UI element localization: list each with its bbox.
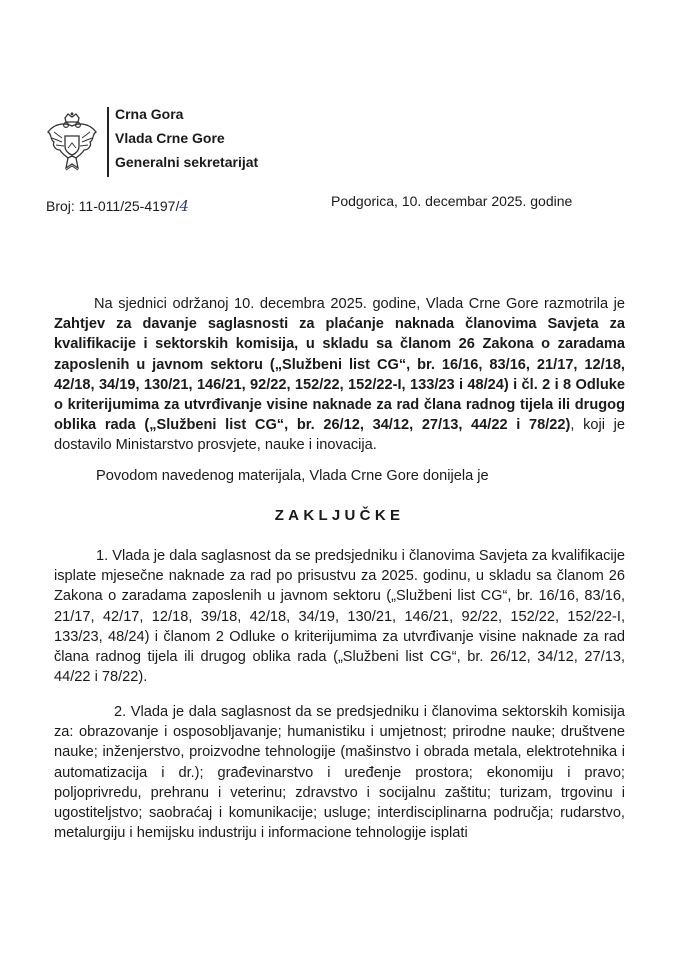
conclusion-item-2: 2. Vlada je dala saglasnost da se predsjedniku i članovima sektorskih komisija za: obrazovanje i osposobljavanje; humanistiku i umjetnost; prirodne nauke; društvene nauke; inženjerstvo, proizvodne tehnologije (mašinstvo i obrada metala, elektrotehnika i automatizacija i dr.); građevinarstvo i uređenje prostora; ekonomiju i pravo; poljoprivredu, prehranu i veterinu; zdravstvo i socijalnu zaštitu; turizam, trgovinu i ugostiteljstvo; saobraćaj i komunikacije; usluge; interdisciplinarna područja; rudarstvo, metalurgiju i hemijsku industriju i informacione tehnologije isplati — [54, 704, 625, 842]
occasion-paragraph: Povodom navedenog materijala, Vlada Crne Gore donijela je — [96, 468, 489, 484]
place-and-date: Podgorica, 10. decembar 2025. godine — [331, 193, 573, 209]
reference-number-text: Broj: 11-011/25-4197/ — [46, 198, 180, 214]
conclusions-heading: ZAKLJUČKE — [274, 507, 405, 524]
header-department: Generalni sekretarijat — [115, 154, 259, 170]
intro-bold-subject: Zahtjev za davanje saglasnosti za plaćanje naknada članovima Savjeta za kvalifikacije i sektorskih komisija, u skladu sa članom 26 Zakona o zaradama zaposlenih u javnom sektoru („Službeni list CG“, br. 16/16, 83/16, 21/17, 12/18, 42/18, 34/19, 130/21, 146/21, 92/22, 152/22, 152/22-I, 133/23 i 48/24) i čl. 2 i 8 Odluke o kriterijumima za utvrđivanje visine naknade za rad člana radnog tijela ili drugog oblika rada („Službeni list CG“, br. 26/12, 34/12, 27/13, 44/22 i 78/22) — [54, 316, 625, 434]
handwritten-suffix: 4 — [179, 197, 189, 215]
reference-number — [46, 197, 189, 215]
conclusion-item-1: 1. Vlada je dala saglasnost da se predsjedniku i članovima Savjeta za kvalifikacije isplate mjesečne naknade za rad po prisustvu za 2025. godinu, u skladu sa članom 26 Zakona o zaradama zaposlenih u javnom sektoru („Službeni list CG“, br. 16/16, 83/16, 21/17, 42/17, 12/18, 39/18, 42/18, 34/19, 130/21, 146/21, 92/22, 152/22, 152/22-I, 133/23, 48/24) i članom 2 Odluke o kriterijumima za utvrđivanje visine naknade za rad člana radnog tijela ili drugog oblika rada („Službeni list CG“, br. 26/12, 34/12, 27/13, 44/22 i 78/22). — [54, 548, 625, 686]
intro-text-start: Na sjednici održanoj 10. decembra 2025. godine, Vlada Crne Gore razmotrila je — [94, 296, 625, 312]
header-divider — [107, 107, 109, 177]
intro-text-end: , koji je dostavilo Ministarstvo prosvjete, nauke i inovacija. — [54, 417, 626, 454]
intro-paragraph — [54, 294, 625, 456]
montenegro-coat-of-arms-icon — [44, 112, 100, 176]
header-government: Vlada Crne Gore — [115, 130, 225, 146]
header-country: Crna Gora — [115, 106, 184, 122]
